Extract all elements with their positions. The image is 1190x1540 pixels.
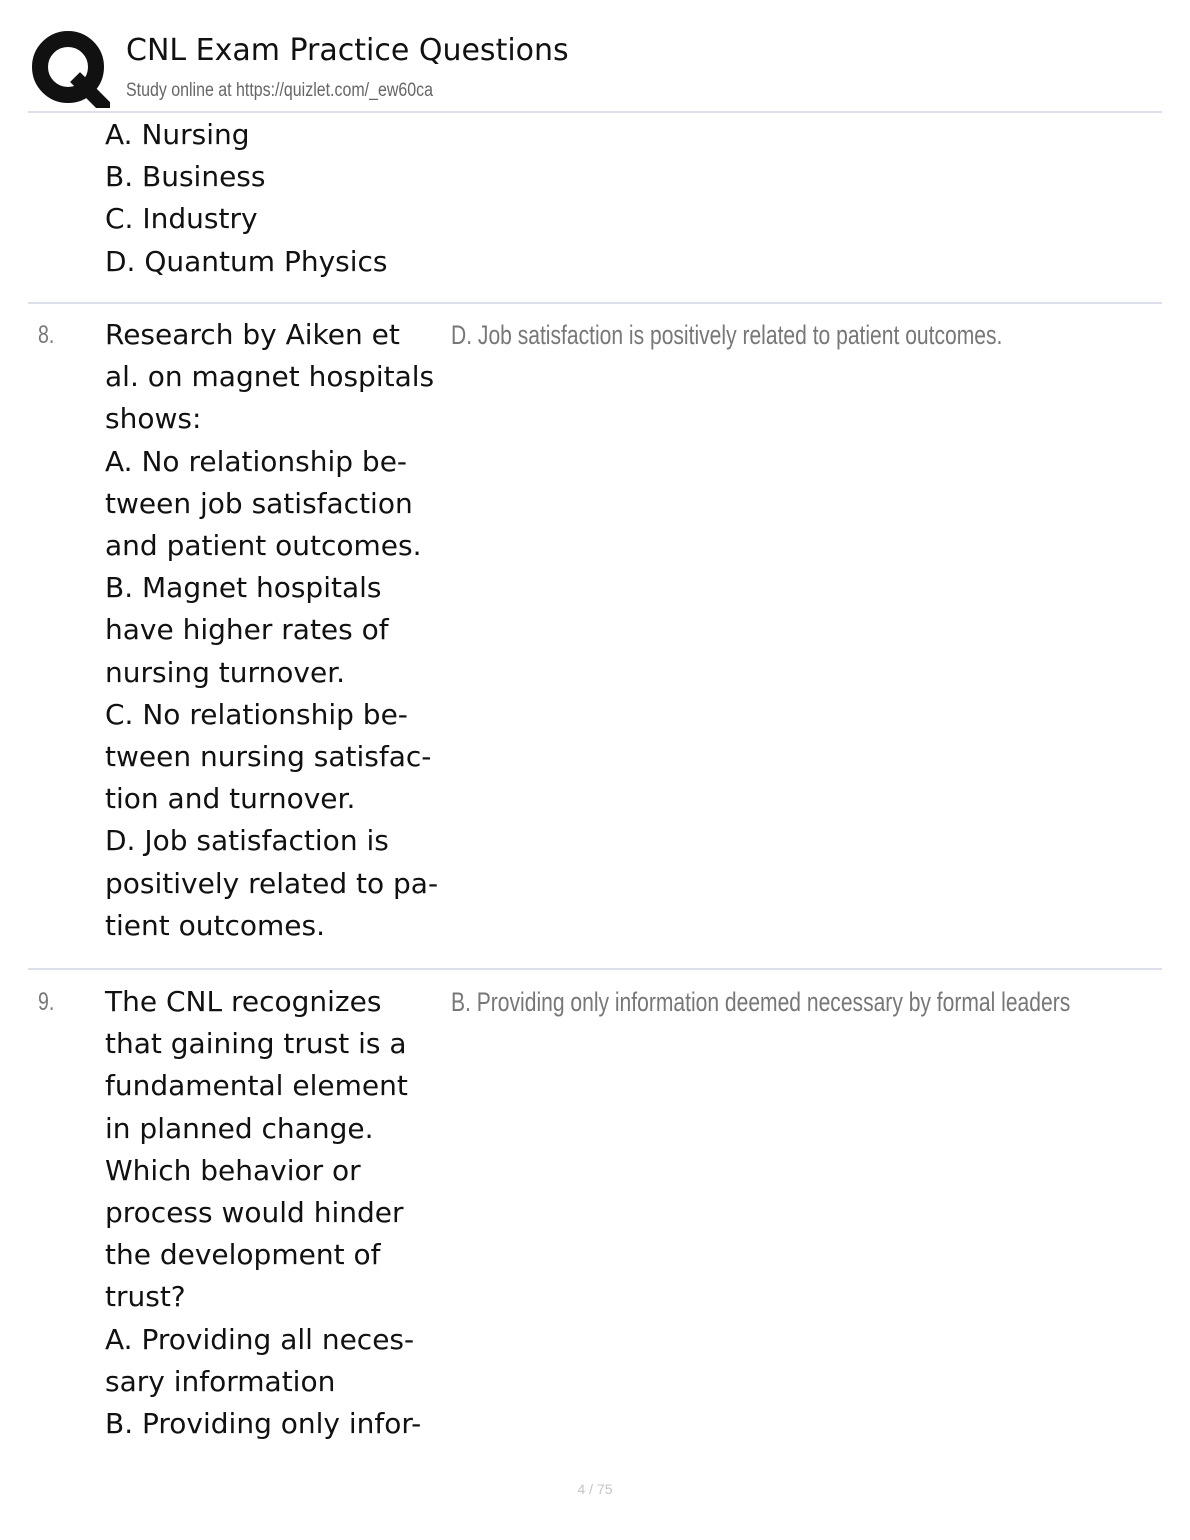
question-line: have higher rates of (105, 613, 389, 647)
quizlet-logo-icon (30, 28, 110, 108)
question-line: D. Job satisfaction is (105, 824, 389, 858)
question-line: Which behavior or (105, 1153, 361, 1187)
question-line: and patient outcomes. (105, 529, 422, 563)
question-line: The CNL recognizes (105, 985, 382, 1018)
question-line: sary information (105, 1364, 336, 1398)
option-line: C. Industry (105, 202, 258, 236)
question-line: process would hinder (105, 1196, 404, 1230)
question-line: al. on magnet hospitals (105, 360, 435, 394)
document-title: CNL Exam Practice Questions (126, 33, 569, 68)
option-line: A. Nursing (105, 118, 250, 151)
question-line: Research by Aiken et (105, 318, 400, 351)
question-line: tient outcomes. (105, 908, 325, 942)
question-line: tion and turnover. (105, 782, 356, 816)
question-line: in planned change. (105, 1111, 374, 1145)
question-line: that gaining trust is a (105, 1027, 407, 1061)
question-8-text (105, 314, 455, 947)
option-line: B. Business (105, 160, 266, 194)
option-line: D. Quantum Physics (105, 244, 388, 278)
question-9-answer: B. Providing only information deemed necessary by formal leaders (451, 987, 1071, 1017)
page-number: 4 / 75 (577, 1481, 613, 1497)
question-9-text (105, 981, 455, 1445)
question-line: A. No relationship be- (105, 444, 408, 478)
question-line: tween nursing satisfac- (105, 740, 432, 774)
question-7-options (105, 114, 455, 283)
question-divider (28, 302, 1162, 304)
question-line: nursing turnover. (105, 655, 346, 689)
question-8-answer: D. Job satisfaction is positively related to patient outcomes. (451, 320, 1003, 350)
question-line: shows: (105, 402, 202, 436)
question-line: tween job satisfaction (105, 486, 413, 520)
question-line: B. Magnet hospitals (105, 571, 382, 605)
question-line: positively related to pa- (105, 866, 439, 900)
question-line: trust? (105, 1280, 186, 1314)
question-line: B. Providing only infor- (105, 1407, 422, 1441)
header-divider (28, 111, 1162, 113)
question-line: the development of (105, 1238, 381, 1272)
question-line: A. Providing all neces- (105, 1322, 415, 1356)
question-divider (28, 968, 1162, 970)
question-line: fundamental element (105, 1069, 408, 1103)
question-line: C. No relationship be- (105, 697, 408, 731)
page-header (0, 0, 1190, 112)
question-9-number: 9. (38, 988, 55, 1016)
question-8-number: 8. (38, 321, 55, 349)
study-online-link[interactable]: Study online at https://quizlet.com/_ew60ca (126, 80, 433, 101)
